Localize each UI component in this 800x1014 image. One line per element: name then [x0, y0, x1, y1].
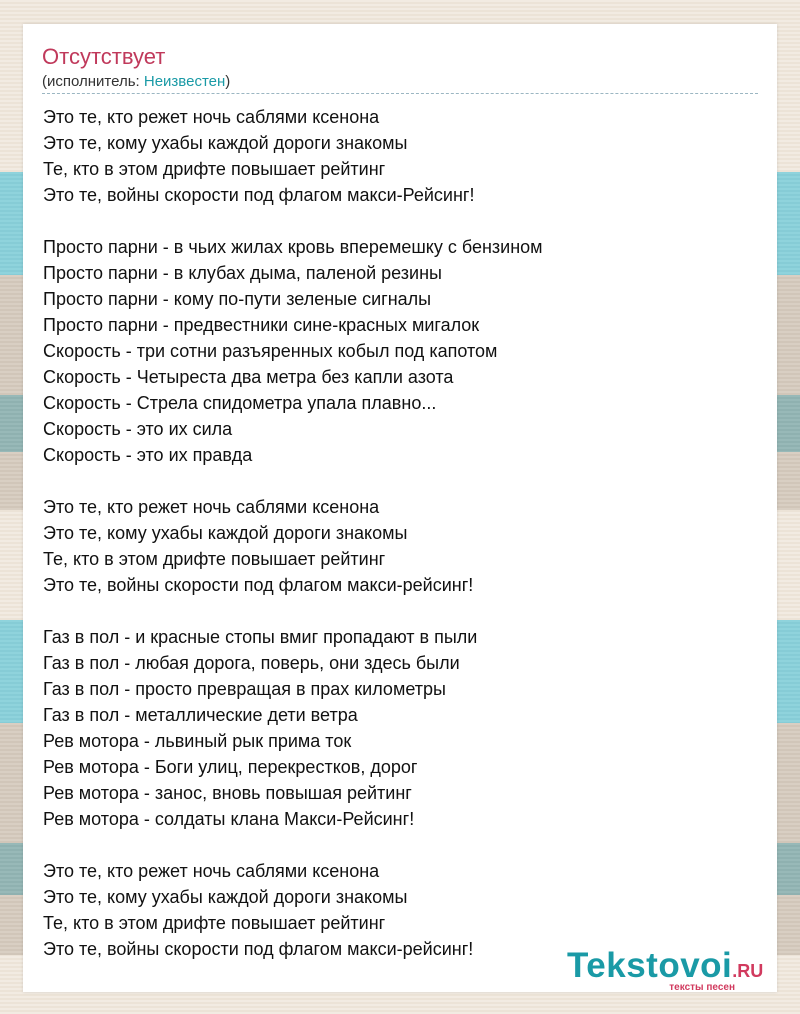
lyric-line: Скорость - три сотни разъяренных кобыл под капотом [43, 341, 498, 361]
lyric-line: Газ в пол - просто превращая в прах километры [43, 679, 446, 699]
title-divider [42, 93, 758, 94]
artist-line [42, 73, 230, 91]
lyric-line: Это те, кому ухабы каждой дороги знакомы [43, 133, 408, 153]
lyric-line: Рев мотора - солдаты клана Макси-Рейсинг! [43, 809, 415, 829]
lyric-line: Рев мотора - занос, вновь повышая рейтинг [43, 783, 412, 803]
lyric-line: Просто парни - предвестники сине-красных мигалок [43, 315, 480, 335]
lyric-line: Это те, кто режет ночь саблями ксенона [43, 861, 380, 881]
lyric-line: Рев мотора - Боги улиц, перекрестков, дорог [43, 757, 418, 777]
stanza-break [43, 208, 763, 234]
lyric-line: Это те, кто режет ночь саблями ксенона [43, 497, 380, 517]
lyric-line: Те, кто в этом дрифте повышает рейтинг [43, 549, 386, 569]
lyric-line: Скорость - это их правда [43, 445, 253, 465]
logo-tagline: тексты песен [669, 982, 735, 993]
lyric-line: Газ в пол - и красные стопы вмиг пропадают в пыли [43, 627, 478, 647]
lyrics-card [23, 24, 777, 992]
lyric-line: Просто парни - кому по-пути зеленые сигналы [43, 289, 432, 309]
lyric-line: Это те, кто режет ночь саблями ксенона [43, 107, 380, 127]
lyric-line: Те, кто в этом дрифте повышает рейтинг [43, 913, 386, 933]
logo-tld: .RU [732, 961, 764, 981]
stanza-break [43, 832, 763, 858]
lyric-line: Газ в пол - любая дорога, поверь, они здесь были [43, 653, 460, 673]
lyric-line: Это те, войны скорости под флагом макси-рейсинг! [43, 939, 474, 959]
stanza-break [43, 598, 763, 624]
lyric-line: Просто парни - в чьих жилах кровь вперемешку с бензином [43, 237, 543, 257]
artist-link[interactable]: Неизвестен [143, 73, 226, 90]
lyrics-text [43, 104, 763, 962]
logo-main-text: Tekstovoi [567, 946, 733, 985]
lyric-line: Это те, кому ухабы каждой дороги знакомы [43, 887, 408, 907]
song-title: Отсутствует [42, 44, 166, 69]
lyric-line: Газ в пол - металлические дети ветра [43, 705, 358, 725]
stanza-break [43, 468, 763, 494]
artist-suffix: ) [225, 73, 231, 90]
lyric-line: Скорость - это их сила [43, 419, 233, 439]
lyric-line: Это те, войны скорости под флагом макси-рейсинг! [43, 575, 474, 595]
lyric-line: Это те, кому ухабы каждой дороги знакомы [43, 523, 408, 543]
lyric-line: Это те, войны скорости под флагом макси-Рейсинг! [43, 185, 475, 205]
lyric-line: Те, кто в этом дрифте повышает рейтинг [43, 159, 386, 179]
lyric-line: Скорость - Стрела спидометра упала плавно... [43, 393, 437, 413]
lyric-line: Просто парни - в клубах дыма, паленой резины [43, 263, 442, 283]
site-logo[interactable] [567, 946, 773, 992]
lyric-line: Скорость - Четыреста два метра без капли азота [43, 367, 454, 387]
lyric-line: Рев мотора - львиный рык прима ток [43, 731, 352, 751]
artist-prefix: (исполнитель: [42, 73, 144, 90]
